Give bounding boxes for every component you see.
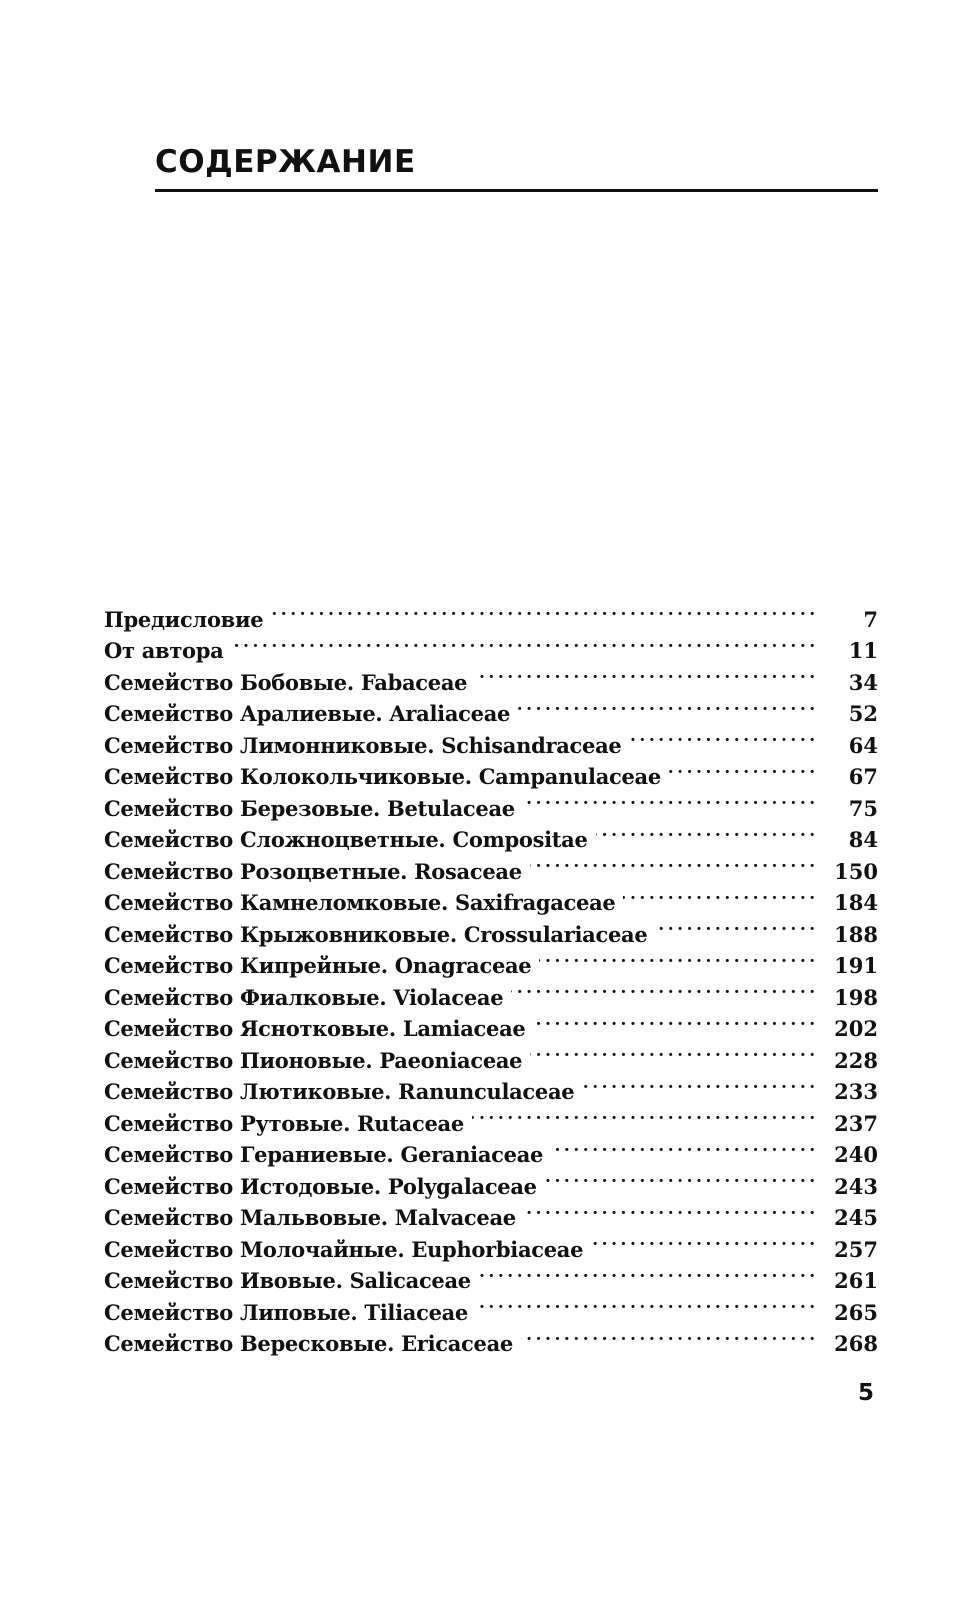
toc-entry-title: Семейство Колокольчиковые. Campanulaceae	[104, 764, 661, 789]
toc-dot-leader	[533, 1005, 814, 1037]
toc-entry-page: 228	[834, 1047, 878, 1073]
toc-entry-title: Семейство Розоцветные. Rosaceae	[104, 858, 522, 884]
toc-dot-leader	[524, 1194, 814, 1226]
toc-entry-page: 52	[848, 701, 878, 726]
toc-dot-leader	[530, 1036, 814, 1068]
toc-dot-leader	[475, 658, 814, 690]
toc-dot-leader	[623, 879, 814, 911]
toc-dot-leader	[530, 847, 814, 879]
toc-dot-leader	[539, 942, 814, 974]
toc-entry-page: 198	[834, 984, 878, 1010]
toc-entry-title: Семейство Рутовые. Rutaceae	[104, 1110, 464, 1136]
toc-entry-title: Предисловие	[104, 606, 264, 632]
toc-entry-page: 240	[834, 1142, 878, 1167]
toc-dot-leader	[231, 627, 814, 659]
toc-entry-title: Семейство Сложноцветные. Compositae	[104, 827, 588, 852]
toc-entry-page: 191	[834, 953, 878, 978]
toc-entry-title: Семейство Ивовые. Salicaceae	[104, 1268, 471, 1293]
toc-entry-title: Семейство Бобовые. Fabaceae	[104, 669, 468, 695]
toc-entry-title: Семейство Лимонниковые. Schisandraceae	[104, 732, 622, 758]
toc-entry-title: Семейство Фиалковые. Violaceae	[104, 984, 504, 1010]
toc-entry-page: 243	[834, 1173, 878, 1199]
toc-entry-title: От автора	[104, 638, 224, 663]
toc-entry-title: Семейство Камнеломковые. Saxifragaceae	[104, 890, 616, 915]
toc-entry-page: 75	[848, 795, 878, 821]
toc-entry-title: Семейство Пионовые. Paeoniaceae	[104, 1047, 523, 1073]
toc-entry-title: Семейство Крыжовниковые. Crossulariaceae	[104, 921, 648, 947]
toc-entry-title: Семейство Яснотковые. Lamiaceae	[104, 1016, 526, 1041]
toc-dot-leader	[582, 1068, 814, 1100]
toc-entry-title: Семейство Молочайные. Euphorbiaceae	[104, 1236, 584, 1262]
toc-entry-title: Семейство Кипрейные. Onagraceae	[104, 953, 532, 978]
toc-dot-leader	[551, 1131, 814, 1163]
toc-dot-leader	[629, 721, 814, 753]
toc-entry-page: 202	[834, 1016, 878, 1041]
toc-dot-leader	[655, 910, 814, 942]
toc-entry-page: 84	[848, 827, 878, 852]
toc-entry-page: 233	[834, 1079, 878, 1104]
toc-entry-page: 7	[863, 606, 878, 632]
toc-entry-page: 184	[834, 890, 878, 915]
toc-dot-leader	[591, 1225, 814, 1257]
toc-entry-page: 245	[834, 1205, 878, 1230]
toc-entry-page: 265	[834, 1299, 878, 1325]
toc-entry-title: Семейство Аралиевые. Araliaceae	[104, 701, 511, 726]
toc-dot-leader	[518, 690, 814, 722]
toc-entry-page: 64	[848, 732, 878, 758]
toc-entry-page: 188	[834, 921, 878, 947]
toc-entry	[104, 595, 878, 632]
toc-entry-page: 150	[834, 858, 878, 884]
title-divider	[155, 189, 878, 192]
toc-entry-page: 11	[848, 638, 878, 663]
toc-entry-title: Семейство Лютиковые. Ranunculaceae	[104, 1079, 575, 1104]
toc-entry-page: 261	[834, 1268, 878, 1293]
toc-entry-title: Семейство Истодовые. Polygalaceae	[104, 1173, 537, 1199]
toc-entry-title: Семейство Березовые. Betulaceae	[104, 795, 515, 821]
toc-dot-leader	[271, 595, 814, 627]
toc-entry-title: Семейство Липовые. Tiliaceae	[104, 1299, 468, 1325]
toc-entry-page: 67	[848, 764, 878, 789]
toc-entry-page: 237	[834, 1110, 878, 1136]
toc-dot-leader	[521, 1320, 814, 1352]
toc-entry-page: 268	[834, 1331, 878, 1356]
toc-entry-page: 257	[834, 1236, 878, 1262]
toc-dot-leader	[472, 1099, 814, 1131]
toc-dot-leader	[545, 1162, 814, 1194]
page-title: СОДЕРЖАНИЕ	[155, 144, 416, 180]
table-of-contents	[104, 595, 878, 1356]
toc-dot-leader	[479, 1257, 814, 1289]
toc-entry-title: Семейство Гераниевые. Geraniaceae	[104, 1142, 544, 1167]
toc-dot-leader	[596, 816, 814, 848]
page-number: 5	[857, 1380, 874, 1406]
toc-entry-page: 34	[848, 669, 878, 695]
toc-dot-leader	[523, 784, 814, 816]
toc-entry-title: Семейство Вересковые. Ericaceae	[104, 1331, 513, 1356]
toc-entry-title: Семейство Мальвовые. Malvaceae	[104, 1205, 516, 1230]
toc-dot-leader	[511, 973, 814, 1005]
toc-dot-leader	[476, 1288, 814, 1320]
toc-dot-leader	[669, 753, 814, 785]
